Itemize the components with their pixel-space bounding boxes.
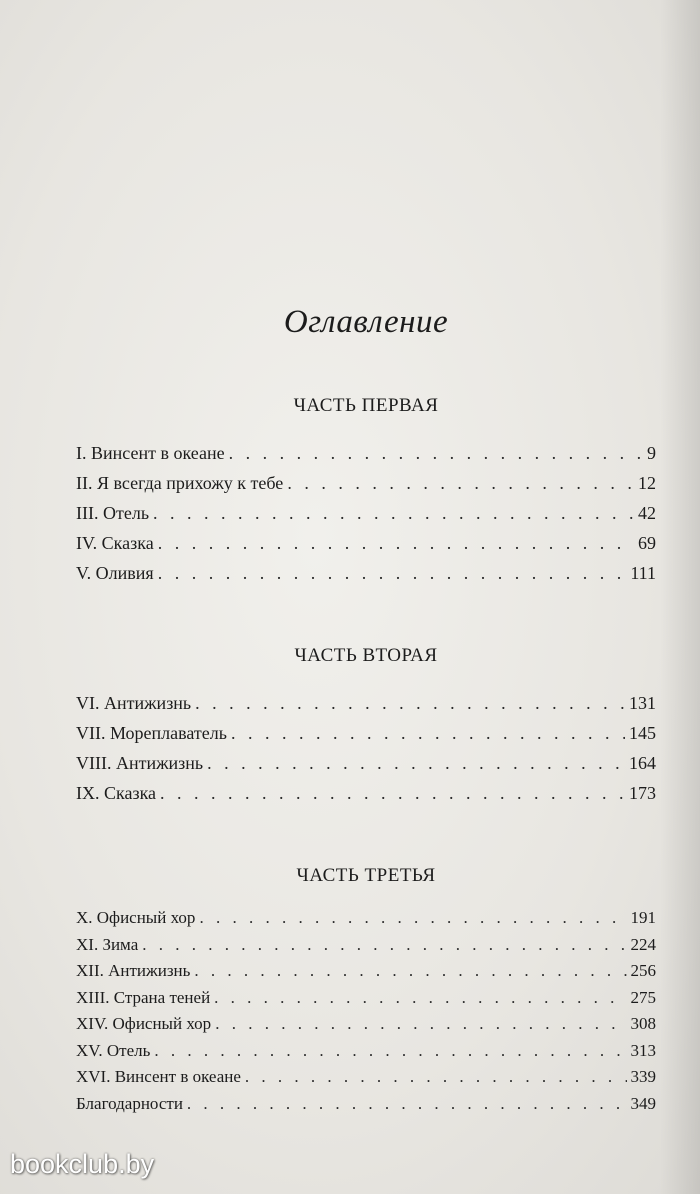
entry-label: IX. Сказка (76, 783, 157, 803)
toc-entry (76, 438, 656, 468)
entry-label: XI. Зима (76, 934, 139, 954)
toc-entry (76, 718, 656, 748)
toc-entry (76, 688, 656, 718)
entry-label: II. Я всегда прихожу к тебе (76, 473, 284, 493)
entry-label: XVI. Винсент в океане (76, 1067, 241, 1086)
dot-leader (245, 1064, 627, 1091)
entry-label: Благодарности (76, 1093, 183, 1113)
toc-entry (76, 748, 656, 778)
toc-entry (76, 985, 656, 1012)
toc-entry (76, 932, 656, 959)
entry-page-number: 339 (630, 1067, 656, 1086)
entry-label: V. Оливия (76, 563, 154, 583)
toc-entry (76, 1091, 656, 1118)
entry-page-number: 42 (638, 503, 656, 523)
entry-page-number: 308 (630, 1014, 656, 1033)
dot-leader (195, 688, 625, 718)
dot-leader (158, 558, 627, 588)
dot-leader (142, 932, 626, 959)
entry-label: XIII. Страна теней (76, 987, 211, 1007)
entry-label: IV. Сказка (76, 533, 154, 553)
dot-leader (158, 528, 634, 558)
part-heading: ЧАСТЬ ВТОРАЯ (294, 645, 438, 666)
part-heading: ЧАСТЬ ПЕРВАЯ (293, 395, 439, 416)
dot-leader (187, 1091, 627, 1118)
dot-leader (207, 748, 625, 778)
dot-leader (215, 1011, 626, 1038)
entry-page-number: 224 (630, 934, 656, 954)
toc-entry (76, 1038, 656, 1065)
entry-page-number: 313 (630, 1040, 656, 1060)
part-two (76, 644, 656, 808)
entry-page-number: 9 (647, 443, 656, 463)
dot-leader (231, 718, 625, 748)
dot-leader (214, 985, 626, 1012)
dot-leader (160, 778, 625, 808)
entry-label: III. Отель (76, 503, 150, 523)
entry-label: X. Офисный хор (76, 908, 196, 927)
entry-label: XIV. Офисный хор (76, 1014, 212, 1033)
toc-entry (76, 528, 656, 558)
dot-leader (287, 468, 634, 498)
entry-label: XV. Отель (76, 1040, 151, 1060)
entry-page-number: 173 (629, 783, 656, 803)
toc-entry (76, 468, 656, 498)
toc-entry (76, 1064, 656, 1091)
entry-label: I. Винсент в океане (76, 443, 225, 463)
dot-leader (229, 438, 643, 468)
entry-page-number: 145 (629, 723, 656, 743)
toc-entry (76, 958, 656, 985)
toc-entry (76, 498, 656, 528)
entry-page-number: 349 (630, 1093, 656, 1113)
part-one (76, 394, 656, 588)
dot-leader (153, 498, 634, 528)
entry-page-number: 111 (630, 563, 656, 583)
entry-page-number: 256 (630, 961, 656, 980)
entry-page-number: 131 (629, 693, 656, 713)
entry-label: VI. Антижизнь (76, 693, 192, 713)
dot-leader (154, 1038, 626, 1065)
part-heading: ЧАСТЬ ТРЕТЬЯ (296, 865, 436, 886)
toc-entry (76, 1011, 656, 1038)
toc-entry (76, 778, 656, 808)
entry-page-number: 69 (638, 533, 656, 553)
table-of-contents (76, 300, 656, 1117)
toc-entry (76, 558, 656, 588)
entry-page-number: 12 (638, 473, 656, 493)
watermark: bookclub.by (10, 1149, 155, 1179)
toc-title: Оглавление (283, 304, 449, 340)
spine-shadow (660, 0, 700, 1194)
toc-entry (76, 905, 656, 932)
dot-leader (194, 958, 626, 985)
part-three (76, 864, 656, 1117)
dot-leader (199, 905, 626, 932)
entry-label: VIII. Антижизнь (76, 753, 204, 773)
entry-label: XII. Антижизнь (76, 961, 191, 980)
entry-label: VII. Мореплаватель (76, 723, 227, 743)
entry-page-number: 191 (630, 908, 656, 927)
entry-page-number: 275 (630, 987, 656, 1007)
entry-page-number: 164 (629, 753, 656, 773)
